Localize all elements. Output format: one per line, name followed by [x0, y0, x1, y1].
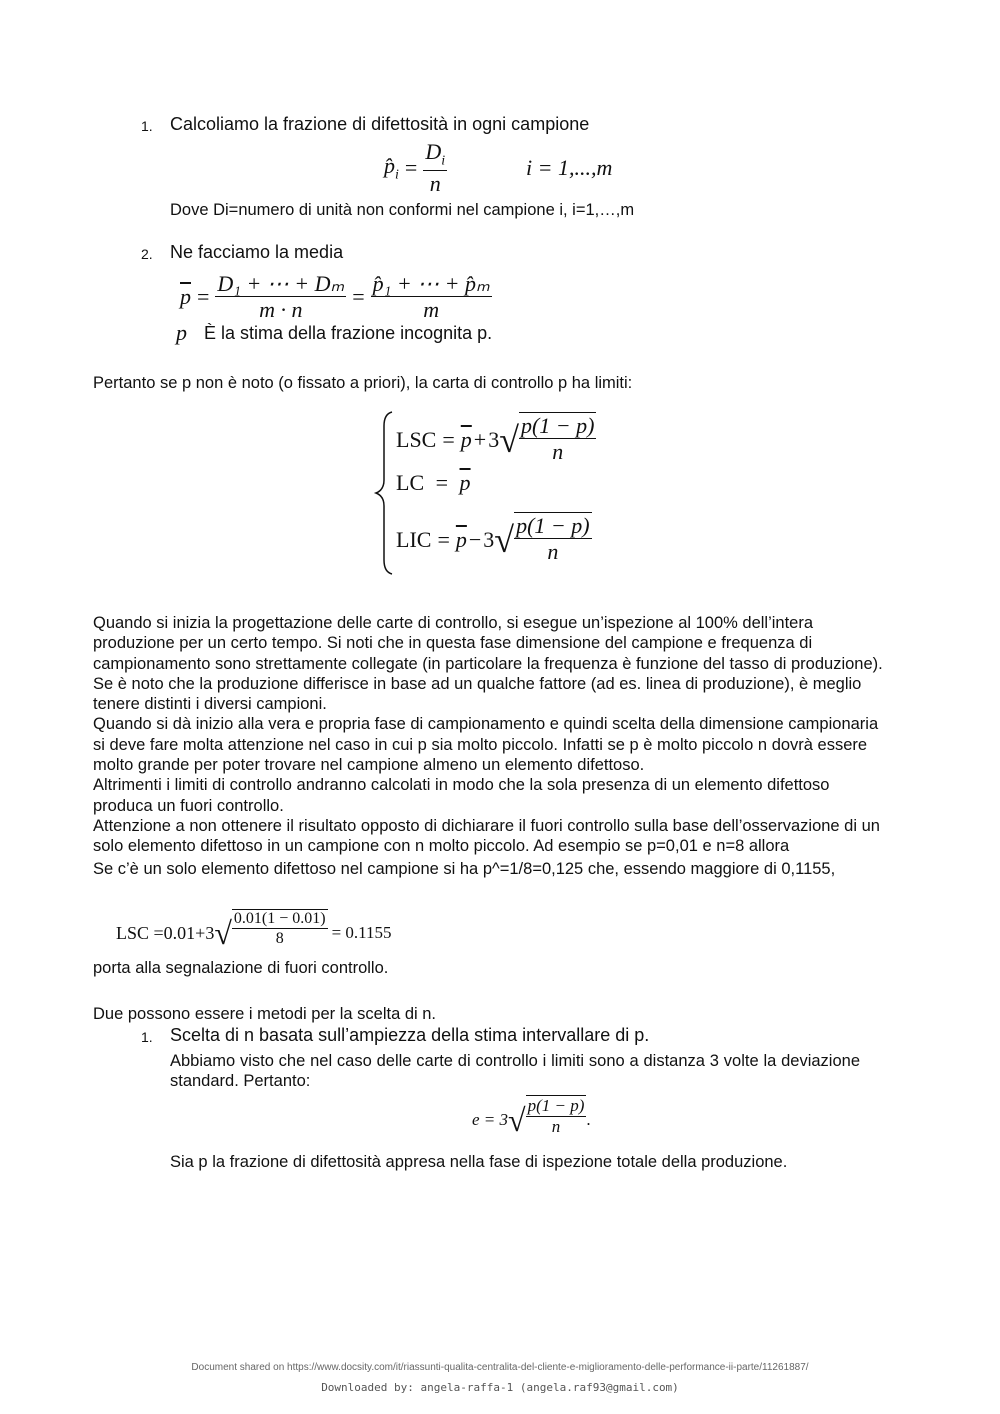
- methods-intro: Due possono essere i metodi per la scelta di n.: [93, 1005, 437, 1023]
- control-limits-system: [372, 408, 632, 578]
- paragraph: Se è noto che la produzione differisce in base ad un qualche fattore (ad es. linea di produzione), è meglio tenere distinti i diversi campioni.: [93, 674, 862, 714]
- footer-downloaded-by: Downloaded by: angela-raffa-1 (angela.raf93@gmail.com): [321, 1381, 679, 1394]
- step2-text: Ne facciamo la media: [170, 242, 344, 262]
- paragraph: Se c’è un solo elemento difettoso nel campione si ha p^=1/8=0,125 che, essendo maggiore di 0,1155,: [93, 859, 836, 878]
- list-number-1: 1.: [141, 118, 153, 134]
- method1-text: Abbiamo visto che nel caso delle carte di controllo i limiti sono a distanza 3 volte la deviazione standard. Pertanto:: [170, 1052, 860, 1091]
- method1-title: Scelta di n basata sull’ampiezza della stima intervallare di p.: [170, 1025, 650, 1045]
- limits-intro: Pertanto se p non è noto (o fissato a priori), la carta di controllo p ha limiti:: [93, 374, 633, 392]
- method1-formula-e: e = 3 √ $\frac{p(1 - p)}{n}$ .: [472, 1094, 591, 1146]
- paragraph: Quando si inizia la progettazione delle carte di controllo, si esegue un’ispezione al 100% dell’intera produzione per un certo tempo. Si noti che in questa fase dimensione del campione e frequenza di campionamento sono strettamente collegate (in particolare la frequenza è funzione del tasso di produzione).: [93, 614, 883, 673]
- paragraph: Altrimenti i limiti di controllo andranno calcolati in modo che la sola presenza di un elemento difettoso produca un fuori controllo.: [93, 776, 830, 815]
- example-conclusion: porta alla segnalazione di fuori controllo.: [93, 959, 389, 977]
- step1-note: Dove Di=numero di unità non conformi nel campione i, i=1,…,m: [170, 201, 635, 219]
- p-bar-symbol: p: [176, 320, 187, 345]
- paragraph: Quando si dà inizio alla vera e propria fase di campionamento e quindi scelta della dimensione campionaria si deve fare molta attenzione nel caso in cui p sia molto piccolo. Infatti se p è molto piccolo n dovrà essere molto grande per poter trovare nel campione almeno un elemento difettoso.: [93, 715, 879, 775]
- list-number-method-1: 1.: [141, 1029, 153, 1045]
- formula-p-bar-mean: $\overline{p}$ = $\frac{\text{D₁ + ⋯ + Dₘ}}{m \cdot n}$ = $\frac{\text{p̂₁ + ⋯ + p̂ₘ}}{m}$: [180, 270, 490, 322]
- left-brace-icon: [372, 408, 396, 578]
- step1-text: Calcoliamo la frazione di difettosità in ogni campione: [170, 114, 590, 134]
- list-number-2: 2.: [141, 246, 153, 262]
- step2-caption: È la stima della frazione incognita p.: [204, 323, 493, 343]
- formula-p-hat-i: $p̂_i$ = $\frac{D_i}{n}$: [384, 139, 446, 196]
- formula-index-range: i = 1,...,m: [526, 155, 613, 180]
- lic-formula: LIC = $\overline{p}$ − 3 √ $\frac{p(1 - p)}{n}$: [396, 512, 592, 568]
- footer-shared-link[interactable]: Document shared on https://www.docsity.com/it/riassunti-qualita-centralita-del-cliente-e-miglioramento-delle-performance-ii-parte/11261887/: [191, 1362, 809, 1373]
- example-lsc-formula: LSC =0.01+3 √ $\frac{0.01(1 - 0.01)}{8}$ = 0.1155: [116, 908, 392, 958]
- method1-after: Sia p la frazione di difettosità appresa nella fase di ispezione totale della produzione.: [170, 1153, 788, 1171]
- lc-formula: LC = $\overline{p}$: [396, 470, 471, 495]
- body-paragraphs: [93, 613, 893, 879]
- paragraph: Attenzione a non ottenere il risultato opposto di dichiarare il fuori controllo sulla base dell’osservazione di un solo elemento difettoso in un campione con n molto piccolo. Ad esempio se p=0,01 e n=8 allora: [93, 816, 880, 856]
- lsc-formula: LSC = $\overline{p}$ + 3 √ $\frac{p(1 - p)}{n}$: [396, 412, 596, 468]
